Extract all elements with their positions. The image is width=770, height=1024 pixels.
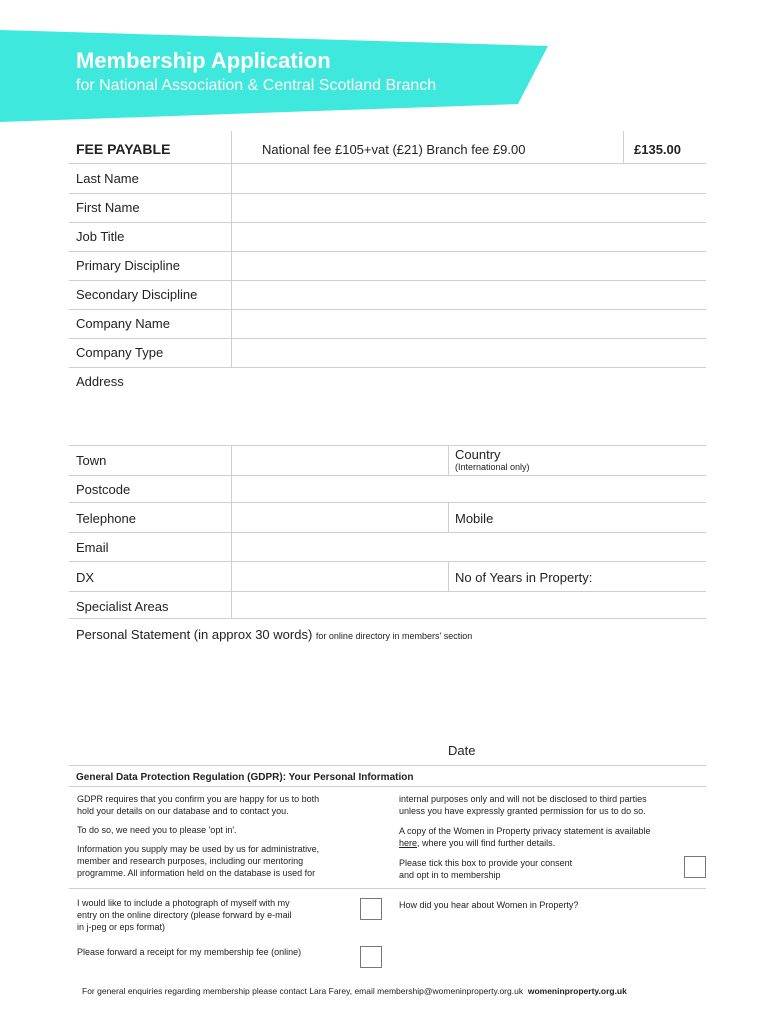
job-title-label: Job Title [76, 229, 125, 244]
postcode-row[interactable] [69, 476, 706, 503]
gdpr-text-line: internal purposes only and will not be disclosed to third parties [399, 794, 647, 804]
gdpr-paragraph-1 [77, 793, 319, 817]
postcode-label: Postcode [76, 482, 131, 497]
gdpr-text-line: unless you have expressly granted permission for us to do so. [399, 806, 646, 816]
gdpr-text-line: and opt in to membership [399, 870, 501, 880]
footer-website-link[interactable]: womeninproperty.org.uk [527, 986, 627, 996]
gdpr-text-line: hold your details on our database and to contact you. [77, 806, 289, 816]
company-name-row[interactable] [69, 310, 706, 339]
header-banner [0, 30, 548, 124]
optin-text [399, 857, 572, 881]
gdpr-paragraph-4 [399, 793, 647, 817]
fee-description: National fee £105+vat (£21) Branch fee £9.00 [262, 142, 526, 157]
divider [231, 131, 232, 164]
country-note: (International only) [455, 462, 530, 472]
fee-payable-label: FEE PAYABLE [76, 141, 171, 157]
country-label: Country [455, 447, 501, 462]
gdpr-text-line: entry on the online directory (please forward by e-mail [77, 910, 292, 920]
company-type-row[interactable] [69, 339, 706, 368]
specialist-areas-row[interactable] [69, 592, 706, 619]
gdpr-text-line [399, 837, 650, 849]
gdpr-text-line: GDPR requires that you confirm you are happy for us to both [77, 794, 320, 804]
gdpr-text-line: in j-peg or eps format) [77, 922, 166, 932]
secondary-discipline-row[interactable] [69, 281, 706, 310]
mobile-label: Mobile [455, 511, 494, 526]
gdpr-text-fragment: , where you will find further details. [417, 838, 556, 848]
job-title-row[interactable] [69, 223, 706, 252]
secondary-discipline-label: Secondary Discipline [76, 287, 198, 302]
page-title: Membership Application [76, 48, 331, 73]
divider [69, 888, 706, 889]
fee-amount: £135.00 [634, 142, 681, 157]
footer [82, 986, 627, 996]
telephone-row[interactable] [69, 503, 706, 533]
first-name-label: First Name [76, 200, 140, 215]
divider [448, 446, 449, 476]
gdpr-text-line: A copy of the Women in Property privacy statement is available [399, 826, 651, 836]
optin-checkbox[interactable] [684, 856, 706, 878]
page-subtitle: for National Association & Central Scotland Branch [76, 77, 437, 94]
personal-statement-row[interactable] [69, 619, 706, 766]
first-name-row[interactable] [69, 194, 706, 223]
privacy-link[interactable]: here [399, 838, 418, 848]
personal-statement-note: for online directory in members' section [315, 631, 473, 641]
town-row[interactable] [69, 446, 706, 476]
gdpr-text-line: I would like to include a photograph of myself with my [77, 898, 290, 908]
specialist-areas-label: Specialist Areas [76, 599, 169, 614]
gdpr-text-line: Information you supply may be used by us for administrative, [77, 844, 320, 854]
gdpr-text-line: programme. All information held on the database is used for [77, 868, 316, 878]
telephone-label: Telephone [76, 511, 136, 526]
town-label: Town [76, 453, 107, 468]
dx-row[interactable] [69, 562, 706, 592]
gdpr-text-line: member and research purposes, including our mentoring [77, 856, 304, 866]
receipt-checkbox[interactable] [360, 946, 382, 968]
years-in-property-label: No of Years in Property: [455, 570, 593, 585]
primary-discipline-row[interactable] [69, 252, 706, 281]
hear-about-question: How did you hear about Women in Property? [399, 900, 579, 910]
footer-text: For general enquiries regarding membership please contact Lara Farey, email membership@womeninproperty.org.uk [82, 986, 524, 996]
divider [448, 503, 449, 533]
photo-checkbox[interactable] [360, 898, 382, 920]
gdpr-paragraph-5 [399, 825, 650, 849]
company-name-label: Company Name [76, 316, 170, 331]
address-label: Address [76, 374, 124, 389]
last-name-row[interactable] [69, 164, 706, 194]
dx-label: DX [76, 570, 95, 585]
divider [231, 446, 232, 619]
email-row[interactable] [69, 533, 706, 562]
email-label: Email [76, 540, 109, 555]
personal-statement-label: Personal Statement (in approx 30 words) [76, 627, 313, 642]
address-row[interactable] [69, 368, 706, 446]
gdpr-title: General Data Protection Regulation (GDPR): Your Personal Information [76, 772, 414, 783]
last-name-label: Last Name [76, 171, 139, 186]
divider [448, 562, 449, 592]
date-label: Date [448, 743, 476, 758]
gdpr-text-line: Please tick this box to provide your consent [399, 858, 573, 868]
photo-text [77, 897, 292, 933]
gdpr-paragraph-2: To do so, we need you to please 'opt in'. [77, 825, 237, 835]
divider [69, 786, 706, 787]
divider [623, 131, 624, 164]
company-type-label: Company Type [76, 345, 164, 360]
primary-discipline-label: Primary Discipline [76, 258, 181, 273]
gdpr-paragraph-3 [77, 843, 319, 879]
personal-statement-heading [76, 627, 472, 642]
receipt-text: Please forward a receipt for my membership fee (online) [77, 947, 302, 957]
divider [231, 164, 232, 368]
